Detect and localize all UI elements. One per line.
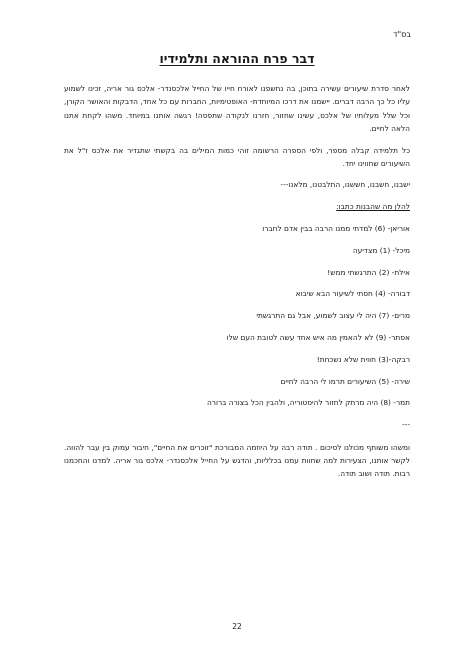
quote-line: אילת- (2) התרגשתי ממש! [327, 267, 410, 277]
quotes-heading [64, 200, 410, 213]
closing-paragraph: ומשהו משותף מכולנו לסיכום . תודה רבה על היוזמה המבורכת "זוכרים את החיים", חיבור עמוק בין עבר להווה. לקשר אותנו, הצעירות למה שחוות עמנו בכלליות, והדגש על החייל אלכסנדר- אלכס גור אריה. למדנו והחכמנו רבות. תודה ושוב תודה. [64, 442, 410, 479]
intro-paragraph: לאחר סדרת שיעורים עשירה בתוכן, בה נחשפנו לאורח חייו של החייל אלכסנדר- אלכס גור אריה, זכינו לשמוע עליו כל כך הרבה דברים. יישמנו את דרכו המיוחדת- האופטימיות, החברות עם כל אחד, הדבקות והאושר הקורן, וכל שלל מעלותיו של אלכס, עשינו שחזור, חזרנו לנקודה שתפסה! רגשה אותנו במיוחד. משהו לקחת אתנו הלאה לחיים. [64, 84, 410, 134]
document-body [64, 82, 410, 489]
quotes-heading-text: להלן מה שהבנות כתבו: [336, 202, 410, 212]
quote-line: דבורה- (4) חסתי לשיעור הבא שיבוא [295, 289, 410, 299]
instructions-paragraph: כל תלמידה קבלה מספר, ולפי הספרה הרשומה זוהי כמות המילים בה בקשתי שתגדיר את אלכס ז"ל את השיעורים שחווינו יחד. [64, 145, 410, 169]
summary-line: ישבנו, חשבנו, חששנו, התלבטנו, מלאנו--- [280, 180, 410, 190]
separator: --- [401, 420, 410, 430]
quote-line: אסתר- (9) לא להאמין מה איש אחד עשה לטובת העם שלו [226, 333, 410, 343]
quote-line: אוריאן- (6) למדתי ממנו הרבה בבין אדם לחברו [262, 224, 410, 234]
quote-line: שירה- (5) השיעורים תרמו לי הרבה לחיים [280, 376, 410, 386]
quote-line: תמר- (8) היה מרתק לחזור להיסטוריה, ולהבין הכל בצורה ברורה [206, 398, 410, 408]
page-title: דבר פרח ההוראה ותלמידיו [159, 51, 315, 66]
quote-line: רבקה-(3) חווית שלא נשכחת! [316, 354, 410, 364]
header-mark: בס"ד [393, 30, 411, 39]
quote-line: מרים- (7) היה לי עצוב לשמוע, אבל גם התרגשתי [256, 311, 410, 321]
page-number: 22 [232, 622, 242, 631]
quote-line: מיכל- (1) מצדיעה [352, 245, 410, 255]
